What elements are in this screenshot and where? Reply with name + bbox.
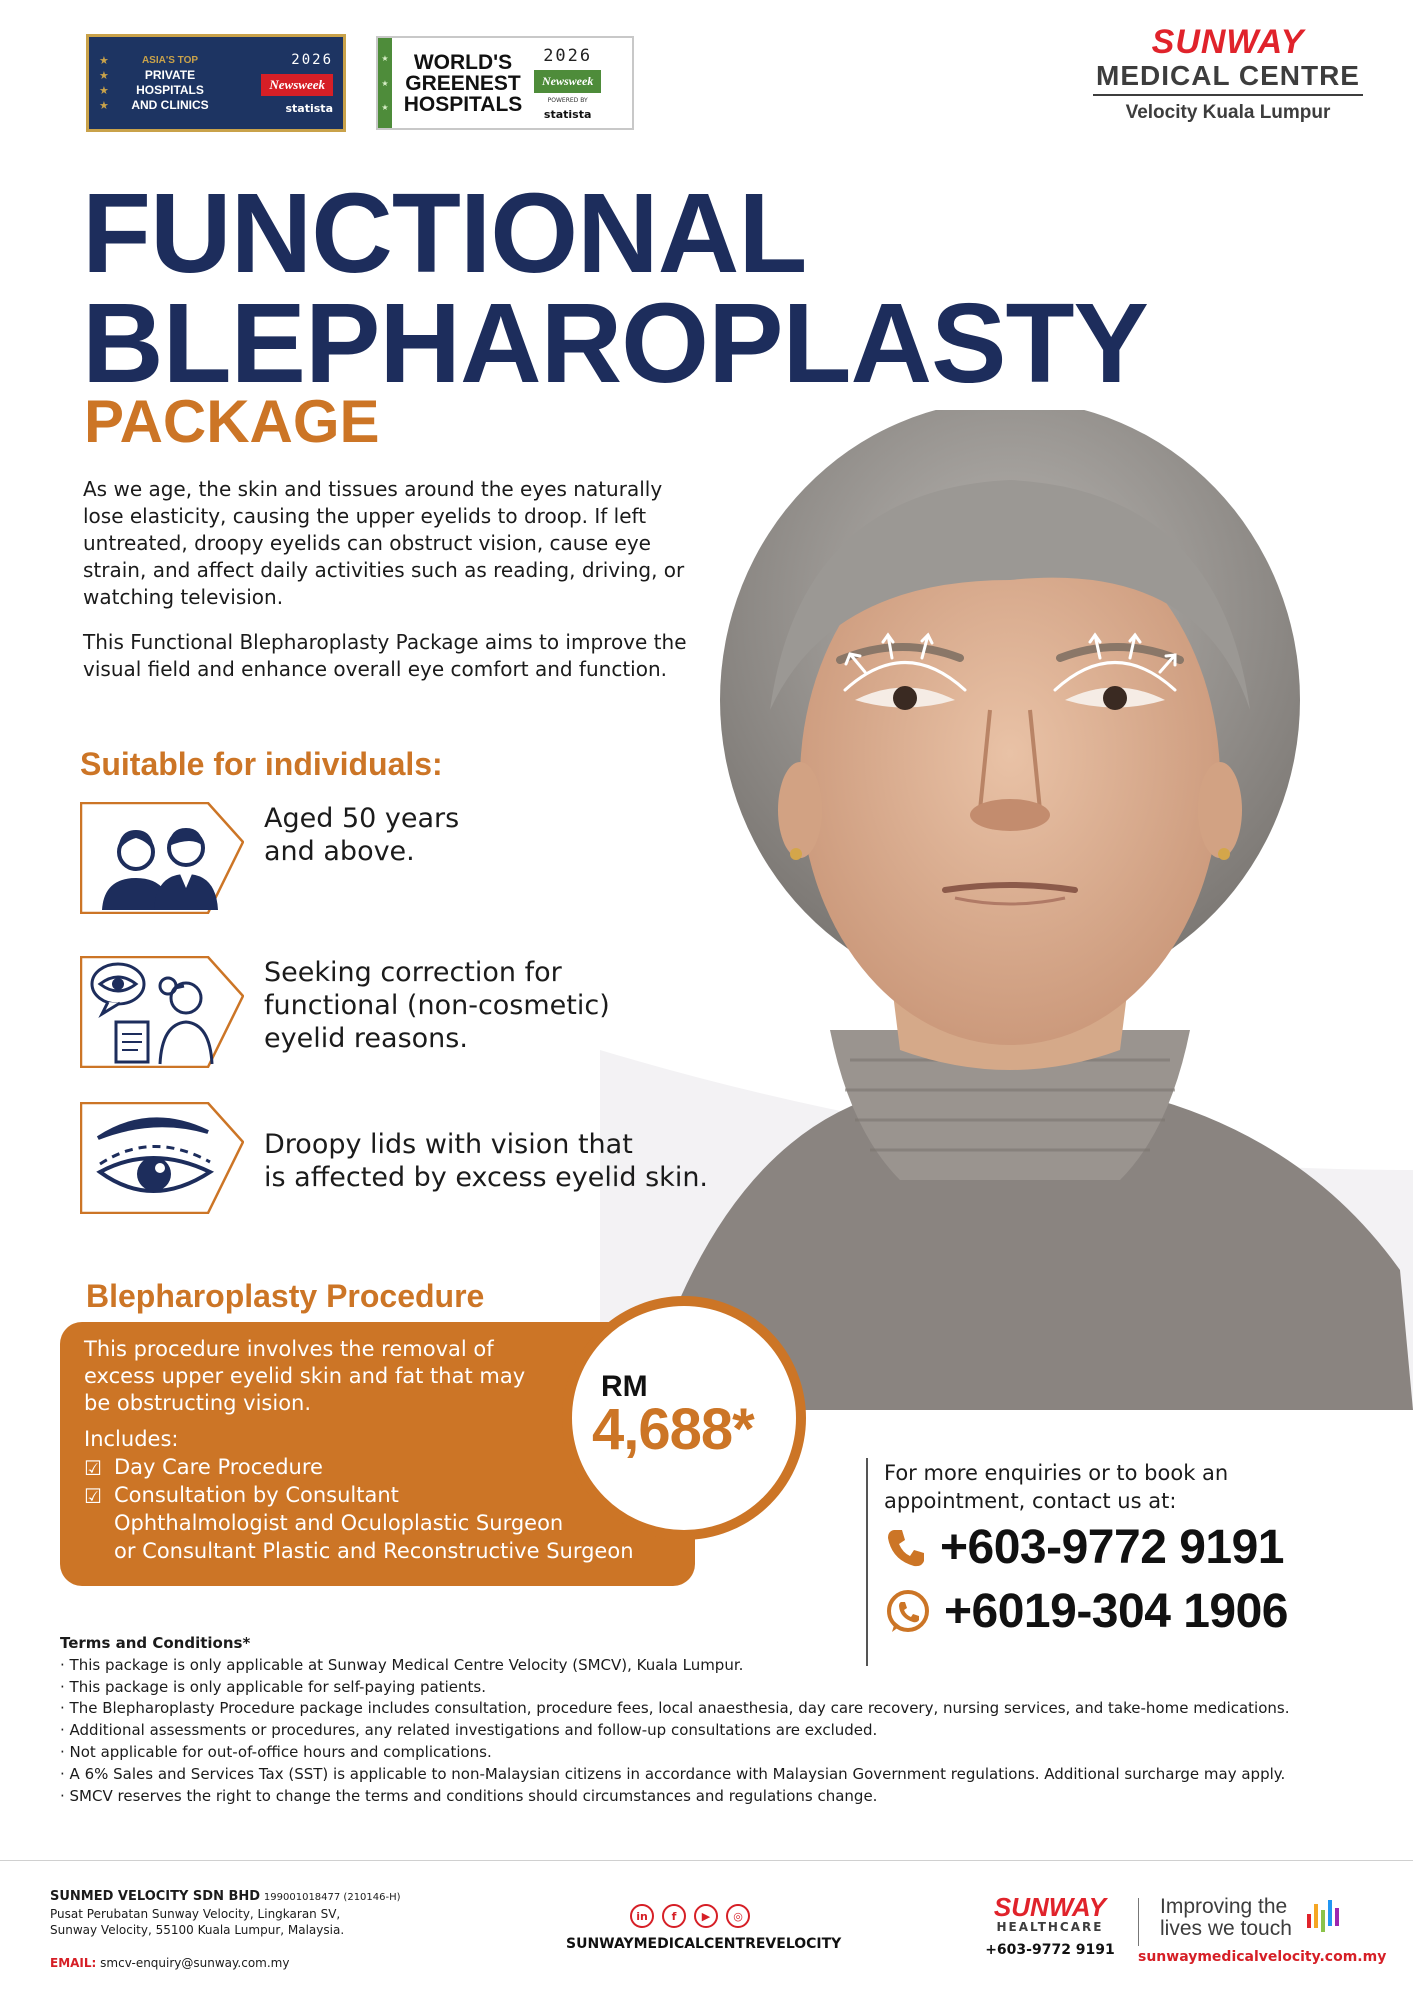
terms-list bbox=[60, 1655, 1360, 1808]
email-info bbox=[50, 1956, 289, 1970]
droopy-eye-icon bbox=[80, 1102, 244, 1214]
phone-icon bbox=[884, 1526, 928, 1570]
tagline-line: lives we touch bbox=[1160, 1917, 1292, 1940]
email-link[interactable]: smcv-enquiry@sunway.com.my bbox=[100, 1956, 290, 1970]
logo-location: Velocity Kuala Lumpur bbox=[1125, 102, 1331, 123]
title-line-3: PACKAGE bbox=[84, 388, 380, 455]
instagram-icon[interactable]: ◎ bbox=[726, 1904, 750, 1928]
company-info bbox=[50, 1888, 401, 1938]
logo-brand: SUNWAY bbox=[1151, 23, 1305, 61]
include-line: Ophthalmologist and Oculoplastic Surgeon bbox=[114, 1511, 564, 1535]
include-line: Consultation by Consultant bbox=[114, 1483, 399, 1507]
award-top-text: ASIA'S TOP bbox=[141, 55, 199, 66]
newsweek-logo: Newsweek bbox=[534, 70, 601, 93]
price-currency: RM bbox=[601, 1370, 648, 1403]
youtube-icon[interactable]: ▶ bbox=[694, 1904, 718, 1928]
list-item bbox=[84, 1481, 671, 1565]
stars-icon: ★ ★ ★ bbox=[378, 38, 392, 128]
tagline bbox=[1160, 1896, 1292, 1940]
sunway-healthcare-logo bbox=[984, 1894, 1116, 1958]
award-line: GREENEST bbox=[405, 71, 521, 95]
couple-icon bbox=[80, 802, 244, 914]
list-item: · SMCV reserves the right to change the terms and conditions should circumstances and regulations change. bbox=[60, 1786, 878, 1805]
footer-logo-divider bbox=[1138, 1898, 1139, 1946]
item-text-line: is affected by excess eyelid skin. bbox=[264, 1162, 709, 1193]
terms-and-conditions bbox=[60, 1633, 1360, 1807]
asia-top-hospitals-award bbox=[86, 34, 346, 132]
award-line: HOSPITALS bbox=[403, 92, 523, 116]
list-item: · This package is only applicable for self-paying patients. bbox=[60, 1677, 486, 1696]
include-line: or Consultant Plastic and Reconstructive Surgeon bbox=[114, 1539, 634, 1563]
title-line-1: FUNCTIONAL bbox=[82, 170, 807, 296]
powered-by-text: POWERED BY bbox=[547, 96, 588, 104]
linkedin-icon[interactable]: in bbox=[630, 1904, 654, 1928]
footer-phone[interactable]: +603-9772 9191 bbox=[985, 1942, 1115, 1958]
item-text-line: functional (non-cosmetic) bbox=[264, 990, 610, 1021]
whatsapp-icon bbox=[884, 1588, 932, 1636]
tagline-bars-icon bbox=[1305, 1896, 1345, 1940]
item-text-line: Seeking correction for bbox=[264, 957, 562, 988]
website-link[interactable]: sunwaymedicalvelocity.com.my bbox=[1138, 1949, 1387, 1965]
intro-text bbox=[83, 476, 693, 683]
contact-text: For more enquiries or to book an appointment, contact us at: bbox=[884, 1461, 1229, 1513]
social-links bbox=[630, 1904, 750, 1928]
terms-heading: Terms and Conditions* bbox=[60, 1634, 251, 1652]
logo-healthcare: HEALTHCARE bbox=[996, 1920, 1104, 1934]
item-text-line: eyelid reasons. bbox=[264, 1023, 468, 1054]
item-text-line: Droopy lids with vision that bbox=[264, 1129, 633, 1160]
email-label: EMAIL: bbox=[50, 1956, 97, 1970]
procedure-description: This procedure involves the removal of excess upper eyelid skin and fat that may be obstructing vision. bbox=[84, 1337, 526, 1415]
include-line: Day Care Procedure bbox=[114, 1455, 323, 1479]
award-line: AND CLINICS bbox=[131, 98, 209, 112]
statista-logo: statista bbox=[543, 107, 592, 121]
suitable-item-functional bbox=[80, 956, 760, 1072]
check-icon: ☑ bbox=[84, 1456, 102, 1480]
social-handle: SUNWAYMEDICALCENTREVELOCITY bbox=[566, 1936, 842, 1952]
newsweek-logo: Newsweek bbox=[261, 74, 333, 96]
item-text-line: and above. bbox=[264, 836, 415, 867]
suitable-item-droopy bbox=[80, 1102, 760, 1218]
suitable-heading: Suitable for individuals: bbox=[80, 746, 443, 782]
phone-number[interactable]: +603-9772 9191 bbox=[940, 1521, 1284, 1574]
intro-paragraph-1: As we age, the skin and tissues around the eyes naturally lose elasticity, causing the upper eyelids to droop. If left untreated, droopy eyelids can obstruct vision, cause eye strain, and affect daily activities such as reading, driving, or watching television. bbox=[83, 477, 685, 609]
phone-contact[interactable] bbox=[884, 1520, 1284, 1575]
list-item: · A 6% Sales and Services Tax (SST) is applicable to non-Malaysian citizens in accordance with Malaysian Government regulations. Additional surcharge may apply. bbox=[60, 1764, 1286, 1783]
company-address: Pusat Perubatan Sunway Velocity, Lingkaran SV, bbox=[50, 1907, 341, 1921]
company-reg: 199001018477 (210146-H) bbox=[263, 1892, 401, 1903]
list-item: · Additional assessments or procedures, any related investigations and follow-up consultations are excluded. bbox=[60, 1721, 878, 1740]
stars-icon: ★ ★ ★ ★ bbox=[99, 54, 109, 112]
tagline-line: Improving the bbox=[1160, 1895, 1288, 1918]
title-line-2: BLEPHAROPLASTY bbox=[82, 280, 1148, 406]
includes-label: Includes: bbox=[84, 1427, 179, 1451]
award-line: PRIVATE bbox=[144, 68, 196, 82]
facebook-icon[interactable]: f bbox=[662, 1904, 686, 1928]
award-year: 2026 bbox=[543, 45, 593, 66]
company-address: Sunway Velocity, 55100 Kuala Lumpur, Malaysia. bbox=[50, 1923, 345, 1937]
greenest-hospitals-award bbox=[376, 36, 634, 130]
award-line: HOSPITALS bbox=[136, 83, 204, 97]
company-name: SUNMED VELOCITY SDN BHD bbox=[50, 1889, 261, 1904]
award-year: 2026 bbox=[291, 51, 333, 68]
item-text-line: Aged 50 years bbox=[264, 803, 460, 834]
logo-name: MEDICAL CENTRE bbox=[1093, 60, 1363, 96]
list-item: · The Blepharoplasty Procedure package includes consultation, procedure fees, local anaesthesia, day care recovery, nursing services, and take-home medications. bbox=[60, 1699, 1290, 1718]
check-icon: ☑ bbox=[84, 1484, 102, 1508]
sunway-medical-centre-logo bbox=[1093, 24, 1363, 124]
list-item: · This package is only applicable at Sunway Medical Centre Velocity (SMCV), Kuala Lumpur. bbox=[60, 1655, 744, 1674]
suitable-item-age bbox=[80, 802, 760, 918]
procedure-heading: Blepharoplasty Procedure bbox=[86, 1278, 485, 1314]
intro-paragraph-2: This Functional Blepharoplasty Package aims to improve the visual field and enhance overall eye comfort and function. bbox=[83, 630, 687, 681]
statista-logo: statista bbox=[285, 101, 333, 115]
list-item: · Not applicable for out-of-office hours and complications. bbox=[60, 1742, 492, 1761]
whatsapp-number[interactable]: +6019-304 1906 bbox=[944, 1585, 1288, 1638]
whatsapp-contact[interactable] bbox=[884, 1584, 1288, 1639]
footer-divider bbox=[0, 1860, 1413, 1861]
logo-brand: SUNWAY bbox=[993, 1892, 1107, 1922]
award-line: WORLD'S bbox=[413, 50, 513, 74]
price-value: 4,688* bbox=[592, 1397, 754, 1462]
eye-exam-icon bbox=[80, 956, 244, 1068]
